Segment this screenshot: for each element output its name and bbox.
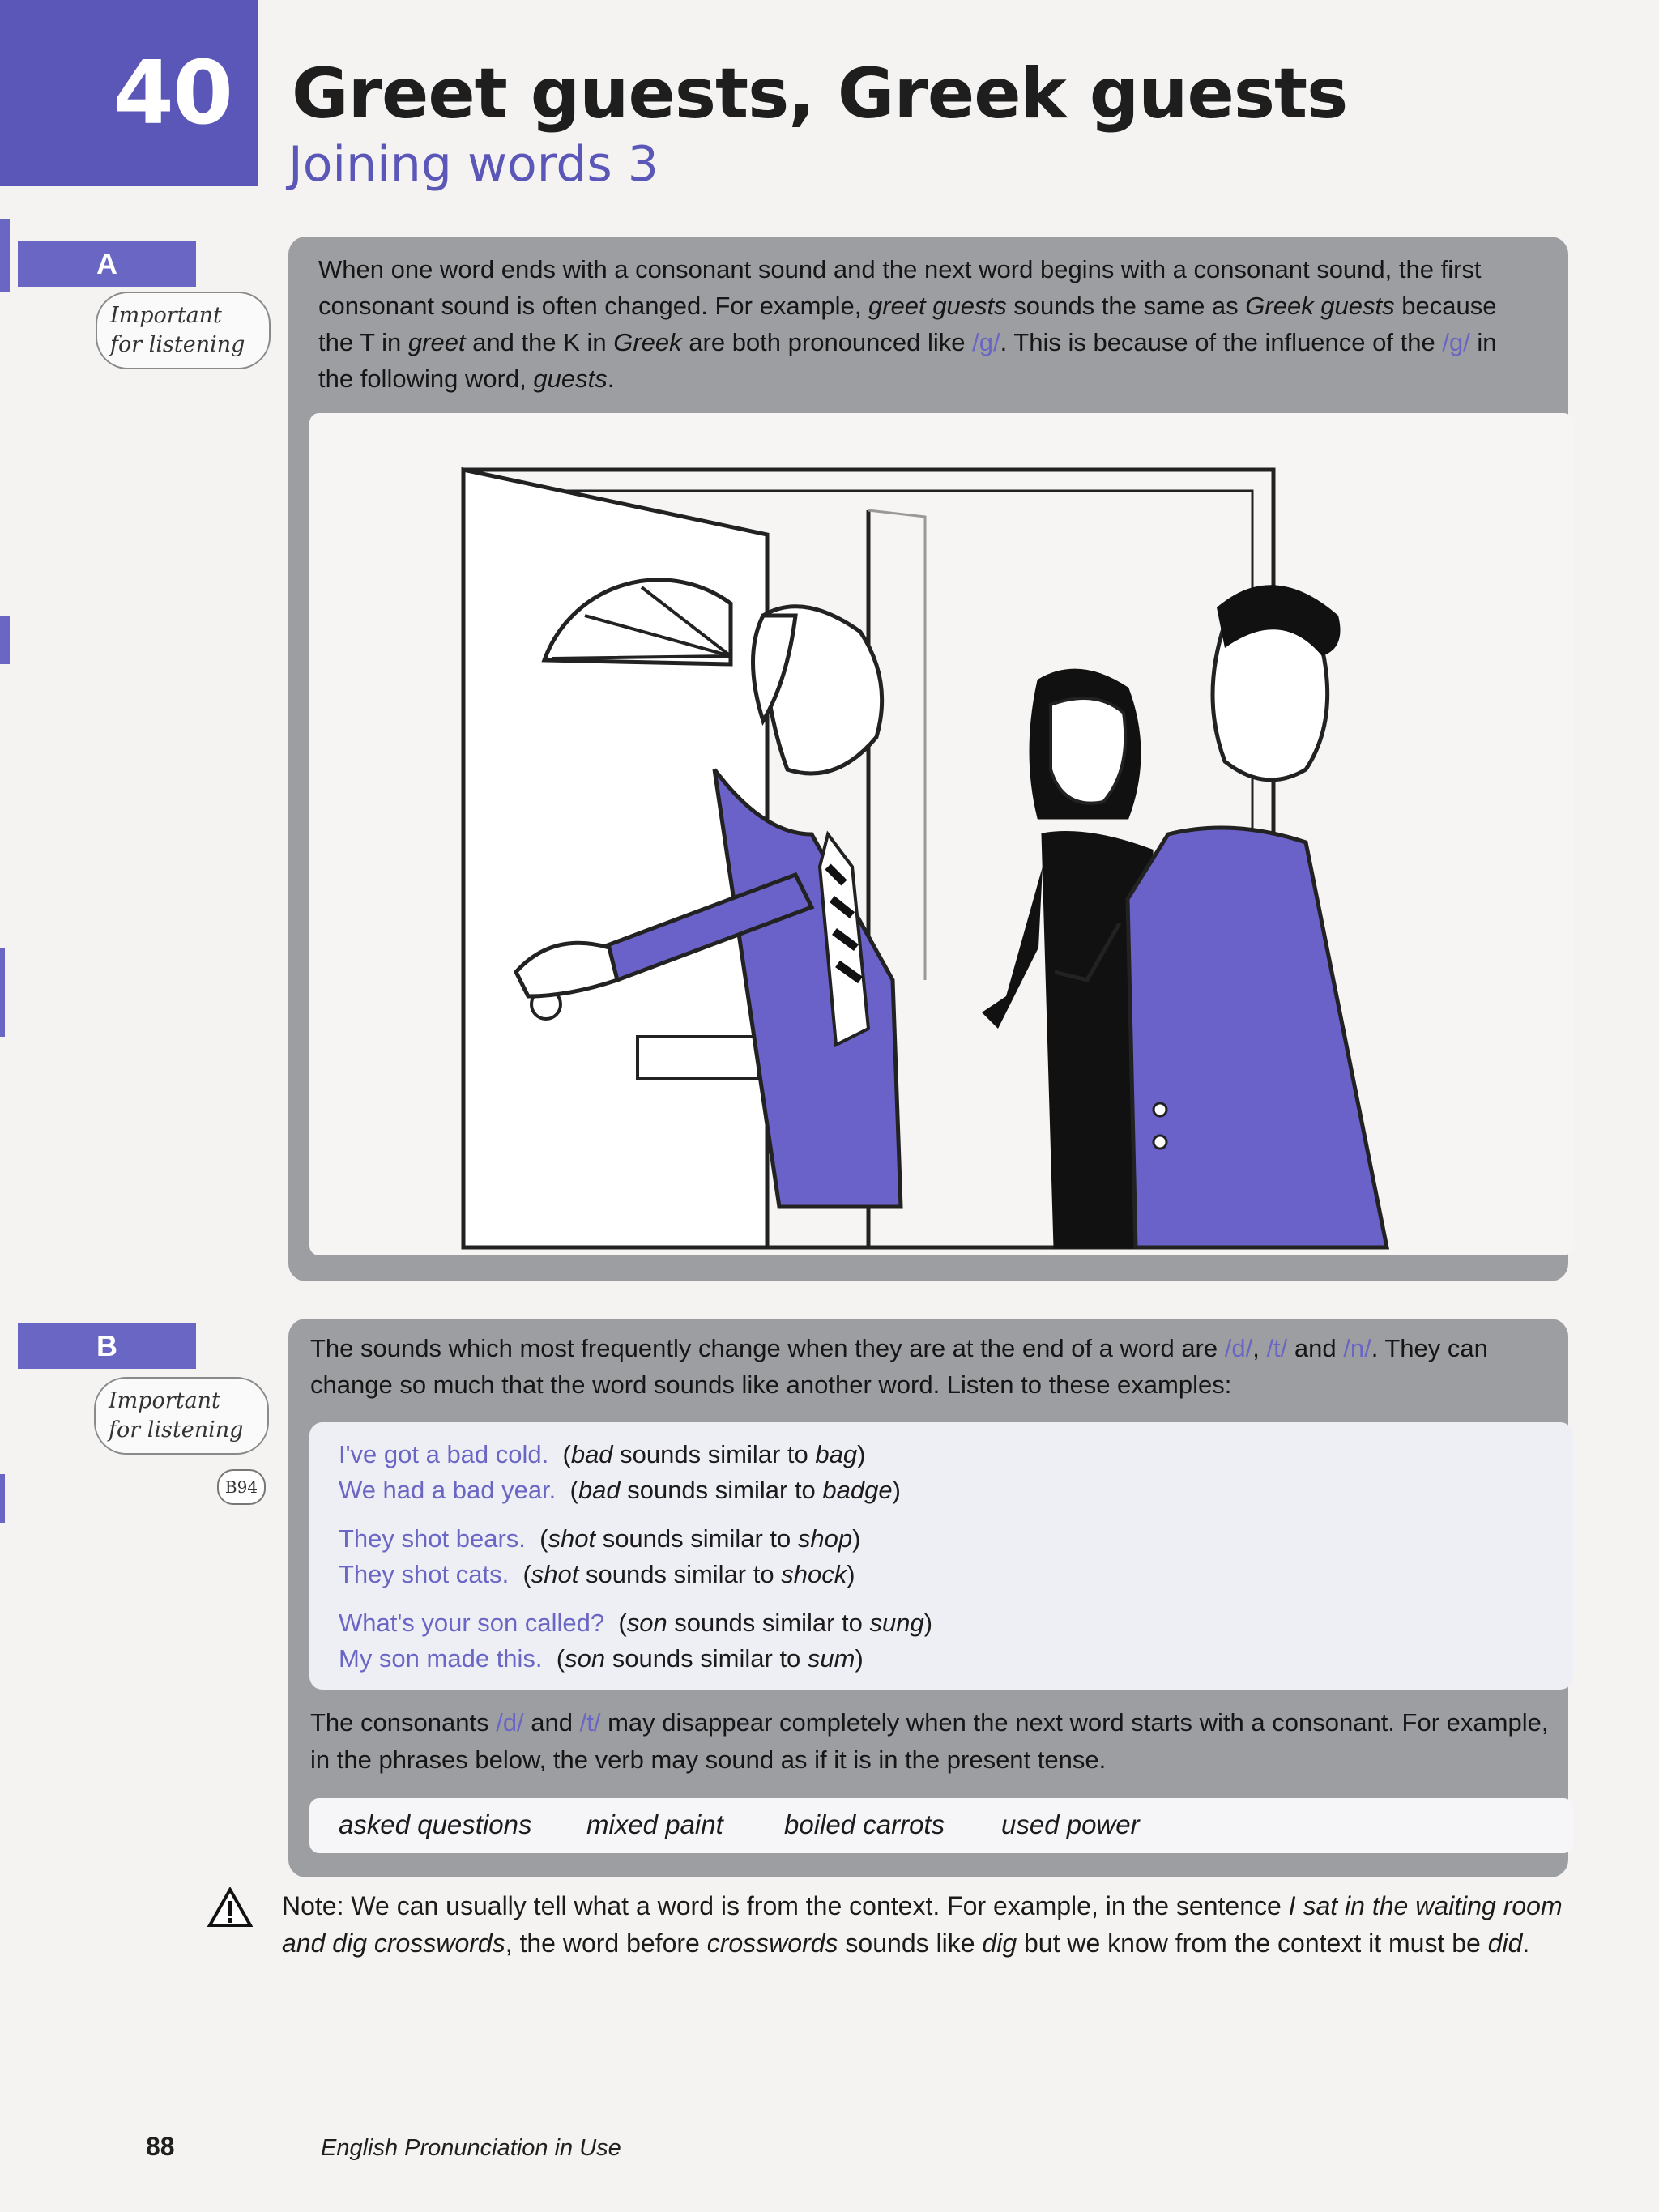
page-title: Greet guests, Greek guests	[292, 53, 1348, 134]
margin-marker	[0, 948, 5, 1037]
example-line: They shot bears. (shot sounds similar to shop)	[339, 1524, 861, 1553]
warning-triangle-icon	[207, 1887, 253, 1928]
examples-box	[309, 1422, 1573, 1690]
phrase-item: boiled carrots	[784, 1809, 945, 1839]
section-b-tab: B	[18, 1323, 196, 1369]
audio-track-label: B94	[224, 1477, 258, 1497]
cartoon-illustration	[309, 413, 1573, 1255]
note-text: Note: We can usually tell what a word is from the context. For example, in the sentence I sat in the waiting room and dig crosswords, the word before crosswords sounds like dig but we know from the context it must be did.	[282, 1891, 1563, 1958]
phrases-box	[309, 1798, 1573, 1853]
important-for-listening-bubble: Important for listening	[94, 1377, 269, 1455]
important-for-listening-bubble: Important for listening	[96, 292, 271, 369]
example-line: We had a bad year. (bad sounds similar to badge)	[339, 1476, 901, 1504]
phrase-item: asked questions	[339, 1809, 532, 1839]
page-number: 88	[146, 2132, 175, 2161]
phrase-item: used power	[1001, 1809, 1140, 1839]
section-b-disappear-text: The consonants /d/ and /t/ may disappear completely when the next word starts with a consonant. For example, in the phrases below, the verb may sound as if it is in the present tense.	[310, 1708, 1549, 1774]
margin-marker	[0, 219, 10, 292]
example-line: They shot cats. (shot sounds similar to shock)	[339, 1560, 855, 1588]
example-line: What's your son called? (son sounds similar to sung)	[339, 1609, 933, 1637]
margin-marker	[0, 616, 10, 664]
section-a-text: When one word ends with a consonant sound and the next word begins with a consonant sound, the first consonant sound is often changed. For example, greet guests sounds the same as Greek guests because the T in greet and the K in Greek are both pronounced like /g/. This is because of the influence of the /g/ in the following word, guests.	[318, 255, 1497, 393]
phrase-item: mixed paint	[586, 1809, 723, 1839]
margin-marker	[0, 1474, 5, 1523]
book-title: English Pronunciation in Use	[321, 2135, 621, 2161]
section-a-tab: A	[18, 241, 196, 287]
example-line: My son made this. (son sounds similar to sum)	[339, 1644, 864, 1673]
door-greeting-illustration	[309, 413, 1573, 1255]
headphones-icon[interactable]	[217, 1469, 266, 1505]
section-b-intro-text: The sounds which most frequently change when they are at the end of a word are /d/, /t/ and /n/. They can change so much that the word sounds like another word. Listen to these examples:	[310, 1334, 1488, 1399]
page-subtitle: Joining words 3	[288, 136, 659, 193]
example-line: I've got a bad cold. (bad sounds similar to bag)	[339, 1440, 866, 1468]
unit-number-box	[0, 0, 258, 186]
unit-number: 40	[113, 42, 232, 144]
